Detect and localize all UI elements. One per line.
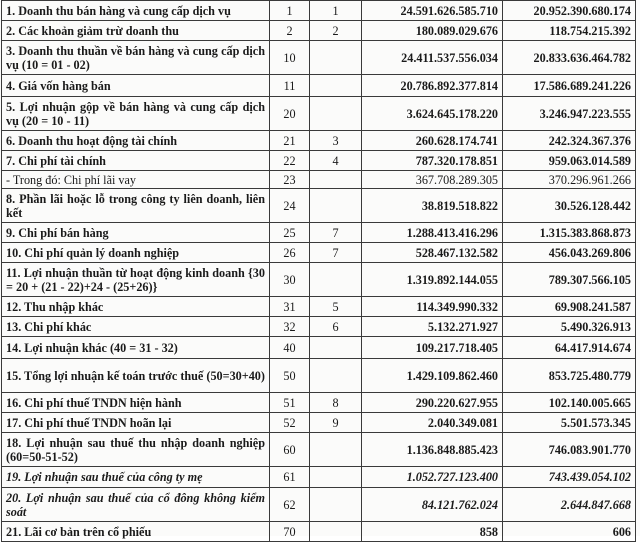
row-note	[310, 97, 362, 131]
previous-period-value: 606	[503, 522, 636, 542]
table-row	[2, 433, 636, 467]
row-code: 20	[270, 97, 310, 131]
previous-period-value: 1.315.383.868.873	[503, 223, 636, 243]
previous-period-value: 746.083.901.770	[503, 433, 636, 467]
row-label: 10. Chi phí quản lý doanh nghiệp	[2, 243, 270, 263]
row-code: 26	[270, 243, 310, 263]
table-row	[2, 488, 636, 522]
current-period-value: 787.320.178.851	[362, 151, 503, 171]
current-period-value: 367.708.289.305	[362, 171, 503, 189]
table-row	[2, 151, 636, 171]
previous-period-value: 242.324.367.376	[503, 131, 636, 151]
current-period-value: 5.132.271.927	[362, 317, 503, 337]
table-row	[2, 97, 636, 131]
row-code: 60	[270, 433, 310, 467]
row-note: 2	[310, 21, 362, 41]
previous-period-value: 30.526.128.442	[503, 189, 636, 223]
row-label: 11. Lợi nhuận thuần từ hoạt động kinh doanh {30 = 20 + (21 - 22)+24 - (25+26)}	[2, 263, 270, 297]
row-code: 2	[270, 21, 310, 41]
table-row	[2, 223, 636, 243]
current-period-value: 2.040.349.081	[362, 413, 503, 433]
current-period-value: 260.628.174.741	[362, 131, 503, 151]
row-note: 7	[310, 243, 362, 263]
previous-period-value: 20.833.636.464.782	[503, 41, 636, 75]
previous-period-value: 5.501.573.345	[503, 413, 636, 433]
current-period-value: 290.220.627.955	[362, 393, 503, 413]
table-row	[2, 393, 636, 413]
row-label: 18. Lợi nhuận sau thuế thu nhập doanh nghiệp (60=50-51-52)	[2, 433, 270, 467]
row-label: 3. Doanh thu thuần về bán hàng và cung cấp dịch vụ (10 = 01 - 02)	[2, 41, 270, 75]
table-row	[2, 337, 636, 359]
previous-period-value: 118.754.215.392	[503, 21, 636, 41]
row-label: 21. Lãi cơ bản trên cổ phiếu	[2, 522, 270, 542]
previous-period-value: 370.296.961.266	[503, 171, 636, 189]
row-note: 8	[310, 393, 362, 413]
current-period-value: 1.319.892.144.055	[362, 263, 503, 297]
current-period-value: 38.819.518.822	[362, 189, 503, 223]
table-row	[2, 75, 636, 97]
current-period-value: 109.217.718.405	[362, 337, 503, 359]
row-note	[310, 433, 362, 467]
table-row	[2, 317, 636, 337]
table-row	[2, 131, 636, 151]
previous-period-value: 2.644.847.668	[503, 488, 636, 522]
row-note: 9	[310, 413, 362, 433]
row-note	[310, 522, 362, 542]
current-period-value: 24.411.537.556.034	[362, 41, 503, 75]
row-code: 31	[270, 297, 310, 317]
previous-period-value: 3.246.947.223.555	[503, 97, 636, 131]
current-period-value: 84.121.762.024	[362, 488, 503, 522]
table-row	[2, 243, 636, 263]
table-row	[2, 467, 636, 488]
row-code: 30	[270, 263, 310, 297]
current-period-value: 528.467.132.582	[362, 243, 503, 263]
row-note: 6	[310, 317, 362, 337]
table-row	[2, 413, 636, 433]
row-code: 70	[270, 522, 310, 542]
previous-period-value: 853.725.480.779	[503, 359, 636, 393]
row-code: 23	[270, 171, 310, 189]
current-period-value: 24.591.626.585.710	[362, 1, 503, 21]
row-note: 1	[310, 1, 362, 21]
row-label: 19. Lợi nhuận sau thuế của công ty mẹ	[2, 467, 270, 488]
row-label: 15. Tổng lợi nhuận kế toán trước thuế (50=30+40)	[2, 359, 270, 393]
row-label: 6. Doanh thu hoạt động tài chính	[2, 131, 270, 151]
current-period-value: 858	[362, 522, 503, 542]
row-note	[310, 488, 362, 522]
row-note	[310, 337, 362, 359]
row-note	[310, 263, 362, 297]
row-code: 25	[270, 223, 310, 243]
row-label: 13. Chi phí khác	[2, 317, 270, 337]
table-row	[2, 263, 636, 297]
row-note: 7	[310, 223, 362, 243]
current-period-value: 1.136.848.885.423	[362, 433, 503, 467]
previous-period-value: 69.908.241.587	[503, 297, 636, 317]
row-label: - Trong đó: Chi phí lãi vay	[2, 171, 270, 189]
row-code: 62	[270, 488, 310, 522]
row-label: 2. Các khoản giảm trừ doanh thu	[2, 21, 270, 41]
row-label: 5. Lợi nhuận gộp về bán hàng và cung cấp dịch vụ (20 = 10 - 11)	[2, 97, 270, 131]
row-code: 40	[270, 337, 310, 359]
row-note: 3	[310, 131, 362, 151]
previous-period-value: 456.043.269.806	[503, 243, 636, 263]
row-note: 5	[310, 297, 362, 317]
current-period-value: 1.052.727.123.400	[362, 467, 503, 488]
previous-period-value: 789.307.566.105	[503, 263, 636, 297]
table-row	[2, 359, 636, 393]
row-label: 9. Chi phí bán hàng	[2, 223, 270, 243]
row-note	[310, 75, 362, 97]
current-period-value: 114.349.990.332	[362, 297, 503, 317]
row-note	[310, 41, 362, 75]
row-note	[310, 359, 362, 393]
previous-period-value: 959.063.014.589	[503, 151, 636, 171]
table-row	[2, 21, 636, 41]
previous-period-value: 64.417.914.674	[503, 337, 636, 359]
table-row	[2, 41, 636, 75]
income-statement-body	[2, 1, 636, 542]
row-label: 17. Chi phí thuế TNDN hoãn lại	[2, 413, 270, 433]
row-code: 50	[270, 359, 310, 393]
row-code: 21	[270, 131, 310, 151]
row-code: 32	[270, 317, 310, 337]
row-note	[310, 189, 362, 223]
row-label: 14. Lợi nhuận khác (40 = 31 - 32)	[2, 337, 270, 359]
row-note	[310, 467, 362, 488]
table-row	[2, 171, 636, 189]
row-note	[310, 171, 362, 189]
table-row	[2, 522, 636, 542]
current-period-value: 20.786.892.377.814	[362, 75, 503, 97]
table-row	[2, 1, 636, 21]
row-label: 1. Doanh thu bán hàng và cung cấp dịch vụ	[2, 1, 270, 21]
current-period-value: 180.089.029.676	[362, 21, 503, 41]
row-code: 52	[270, 413, 310, 433]
row-code: 22	[270, 151, 310, 171]
previous-period-value: 743.439.054.102	[503, 467, 636, 488]
row-code: 24	[270, 189, 310, 223]
row-code: 10	[270, 41, 310, 75]
row-label: 7. Chi phí tài chính	[2, 151, 270, 171]
previous-period-value: 20.952.390.680.174	[503, 1, 636, 21]
current-period-value: 3.624.645.178.220	[362, 97, 503, 131]
row-code: 51	[270, 393, 310, 413]
previous-period-value: 17.586.689.241.226	[503, 75, 636, 97]
current-period-value: 1.429.109.862.460	[362, 359, 503, 393]
row-label: 16. Chi phí thuế TNDN hiện hành	[2, 393, 270, 413]
row-note: 4	[310, 151, 362, 171]
row-label: 12. Thu nhập khác	[2, 297, 270, 317]
income-statement-table	[1, 0, 636, 542]
row-label: 8. Phần lãi hoặc lỗ trong công ty liên doanh, liên kết	[2, 189, 270, 223]
row-code: 61	[270, 467, 310, 488]
current-period-value: 1.288.413.416.296	[362, 223, 503, 243]
row-label: 20. Lợi nhuận sau thuế của cổ đông không kiểm soát	[2, 488, 270, 522]
previous-period-value: 102.140.005.665	[503, 393, 636, 413]
table-row	[2, 297, 636, 317]
row-code: 1	[270, 1, 310, 21]
row-label: 4. Giá vốn hàng bán	[2, 75, 270, 97]
row-code: 11	[270, 75, 310, 97]
previous-period-value: 5.490.326.913	[503, 317, 636, 337]
table-row	[2, 189, 636, 223]
